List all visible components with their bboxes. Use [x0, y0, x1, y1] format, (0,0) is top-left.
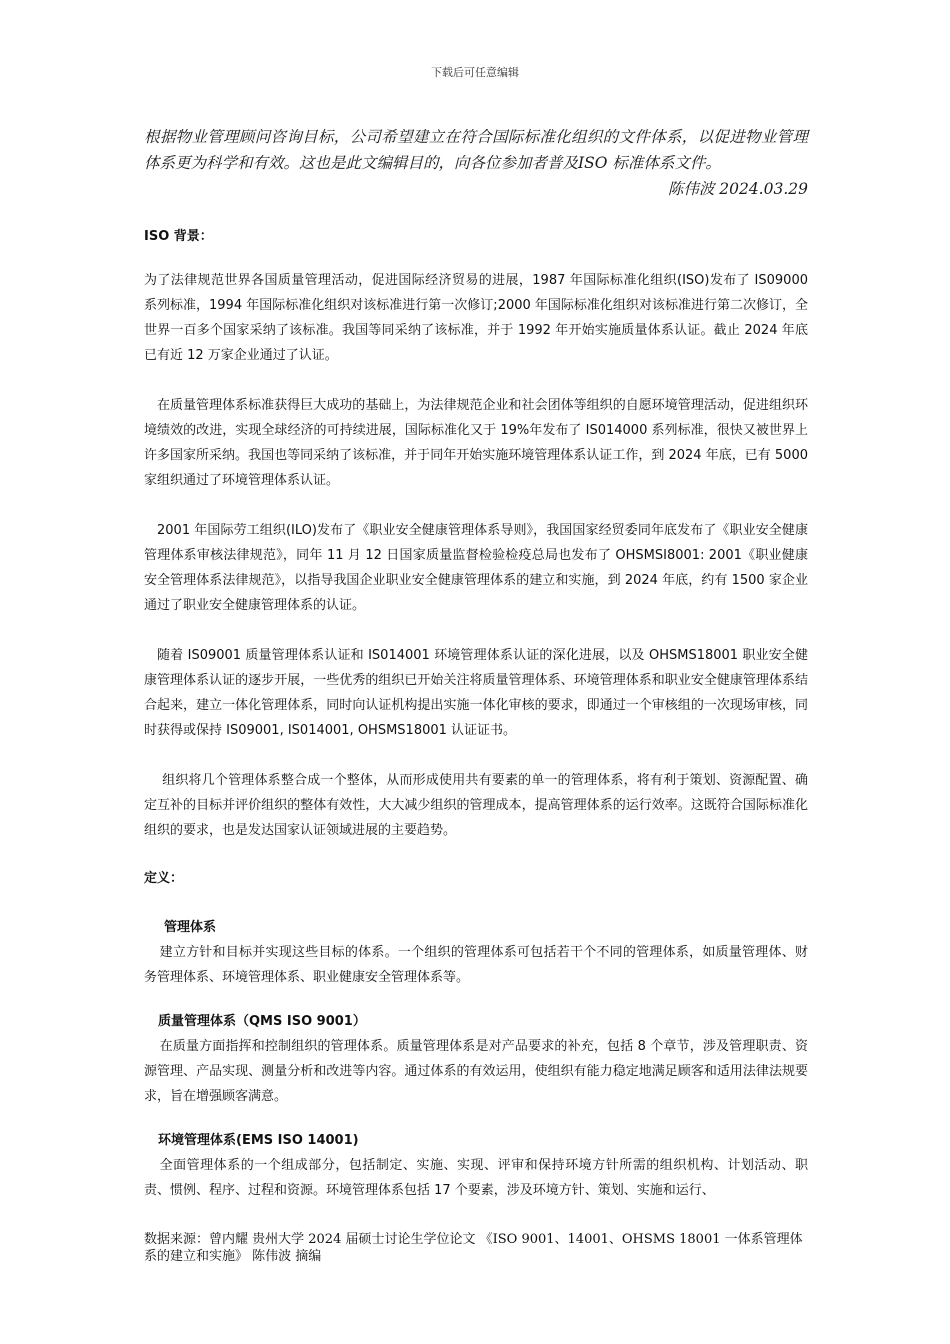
- intro-block: [144, 124, 808, 202]
- definition-body-qms: 在质量方面指挥和控制组织的管理体系。质量管理体系是对产品要求的补充，包括 8 个章节，涉及管理职责、资源管理、产品实现、测量分析和改进等内容。通过体系的有效运用，使组织有能力稳定地满足顾客和适用法律法规要求，旨在增强顾客满意。: [144, 1039, 808, 1104]
- definition-body-ems: 全面管理体系的一个组成部分，包括制定、实施、实现、评审和保持环境方针所需的组织机构、计划活动、职责、惯例、程序、过程和资源。环境管理体系包括 17 个要素，涉及环境方针、策划、实施和运行、: [144, 1158, 808, 1198]
- footnote-source: 数据来源：曾内耀 贵州大学 2024 届硕士讨论生学位论文 《ISO 9001、14001、OHSMS 18001 一体系管理体系的建立和实施》 陈伟波 摘编: [144, 1232, 803, 1264]
- iso-paragraph-4: 随着 IS09001 质量管理体系认证和 IS014001 环境管理体系认证的深化进展，以及 OHSMS18001 职业安全健康管理体系认证的逐步开展，一些优秀的组织已开始关注将质量管理体系、环境管理体系和职业安全健康管理体系结合起来，建立一体化管理体系，同时向认证机构提出实施一体化审核的要求，即通过一个审核组的一次现场审核，同时获得或保持 IS09001, IS014001, OHSMS18001 认证证书。: [144, 648, 808, 738]
- page-header: 下载后可任意编辑: [431, 66, 519, 79]
- intro-text: 根据物业管理顾问咨询目标，公司希望建立在符合国际标准化组织的文件体系，以促进物业管理体系更为科学和有效。这也是此文编辑目的，向各位参加者普及ISO 标准体系文件。: [144, 128, 808, 172]
- iso-paragraph-3: 2001 年国际劳工组织(ILO)发布了《职业安全健康管理体系导则》，我国国家经贸委同年底发布了《职业安全健康管理体系审核法律规范》，同年 11 月 12 日国家质量监督检验检疫总局也发布了 OHSMSI8001: 2001《职业健康安全管理体系法律规范》，以指导我国企业职业安全健康管理体系的建立和实施，到 2024 年底，约有 1500 家企业通过了职业安全健康管理体系的认证。: [144, 523, 808, 613]
- document-body: [144, 226, 808, 1203]
- definition-body-management-system: 建立方针和目标并实现这些目标的体系。一个组织的管理体系可包括若干个不同的管理体系，如质量管理体、财务管理体系、环境管理体系、职业健康安全管理体系等。: [144, 945, 808, 985]
- iso-background-heading: ISO 背景：: [144, 229, 213, 244]
- iso-paragraph-2: 在质量管理体系标准获得巨大成功的基础上，为法律规范企业和社会团体等组织的自愿环境管理活动，促进组织环境绩效的改进，实现全球经济的可持续进展，国际标准化又于 19%年发布了 IS014000 系列标准，很快又被世界上许多国家所采纳。我国也等同采纳了该标准，并于同年开始实施环境管理体系认证工作，到 2024 年底，已有 5000 家组织通过了环境管理体系认证。: [144, 398, 808, 488]
- intro-signature: 陈伟波 2024.03.29: [667, 180, 808, 198]
- definition-title-ems: 环境管理体系(EMS ISO 14001): [158, 1133, 359, 1148]
- definition-title-qms: 质量管理体系（QMS ISO 9001）: [158, 1014, 366, 1029]
- iso-paragraph-1: 为了法律规范世界各国质量管理活动，促进国际经济贸易的进展，1987 年国际标准化组织(ISO)发布了 IS09000 系列标准，1994 年国际标准化组织对该标准进行第一次修订;2000 年国际标准化组织对该标准进行第二次修订，全世界一百多个国家采纳了该标准。我国等同采纳了该标准，并于 1992 年开始实施质量体系认证。截止 2024 年底已有近 12 万家企业通过了认证。: [144, 273, 808, 363]
- definition-title-management-system: 管理体系: [164, 920, 217, 935]
- iso-paragraph-5: 组织将几个管理体系整合成一个整体，从而形成使用共有要素的单一的管理体系，将有利于策划、资源配置、确定互补的目标并评价组织的整体有效性，大大减少组织的管理成本，提高管理体系的运行效率。这既符合国际标准化组织的要求，也是发达国家认证领域进展的主要趋势。: [144, 773, 808, 838]
- definitions-heading: 定义：: [144, 871, 184, 886]
